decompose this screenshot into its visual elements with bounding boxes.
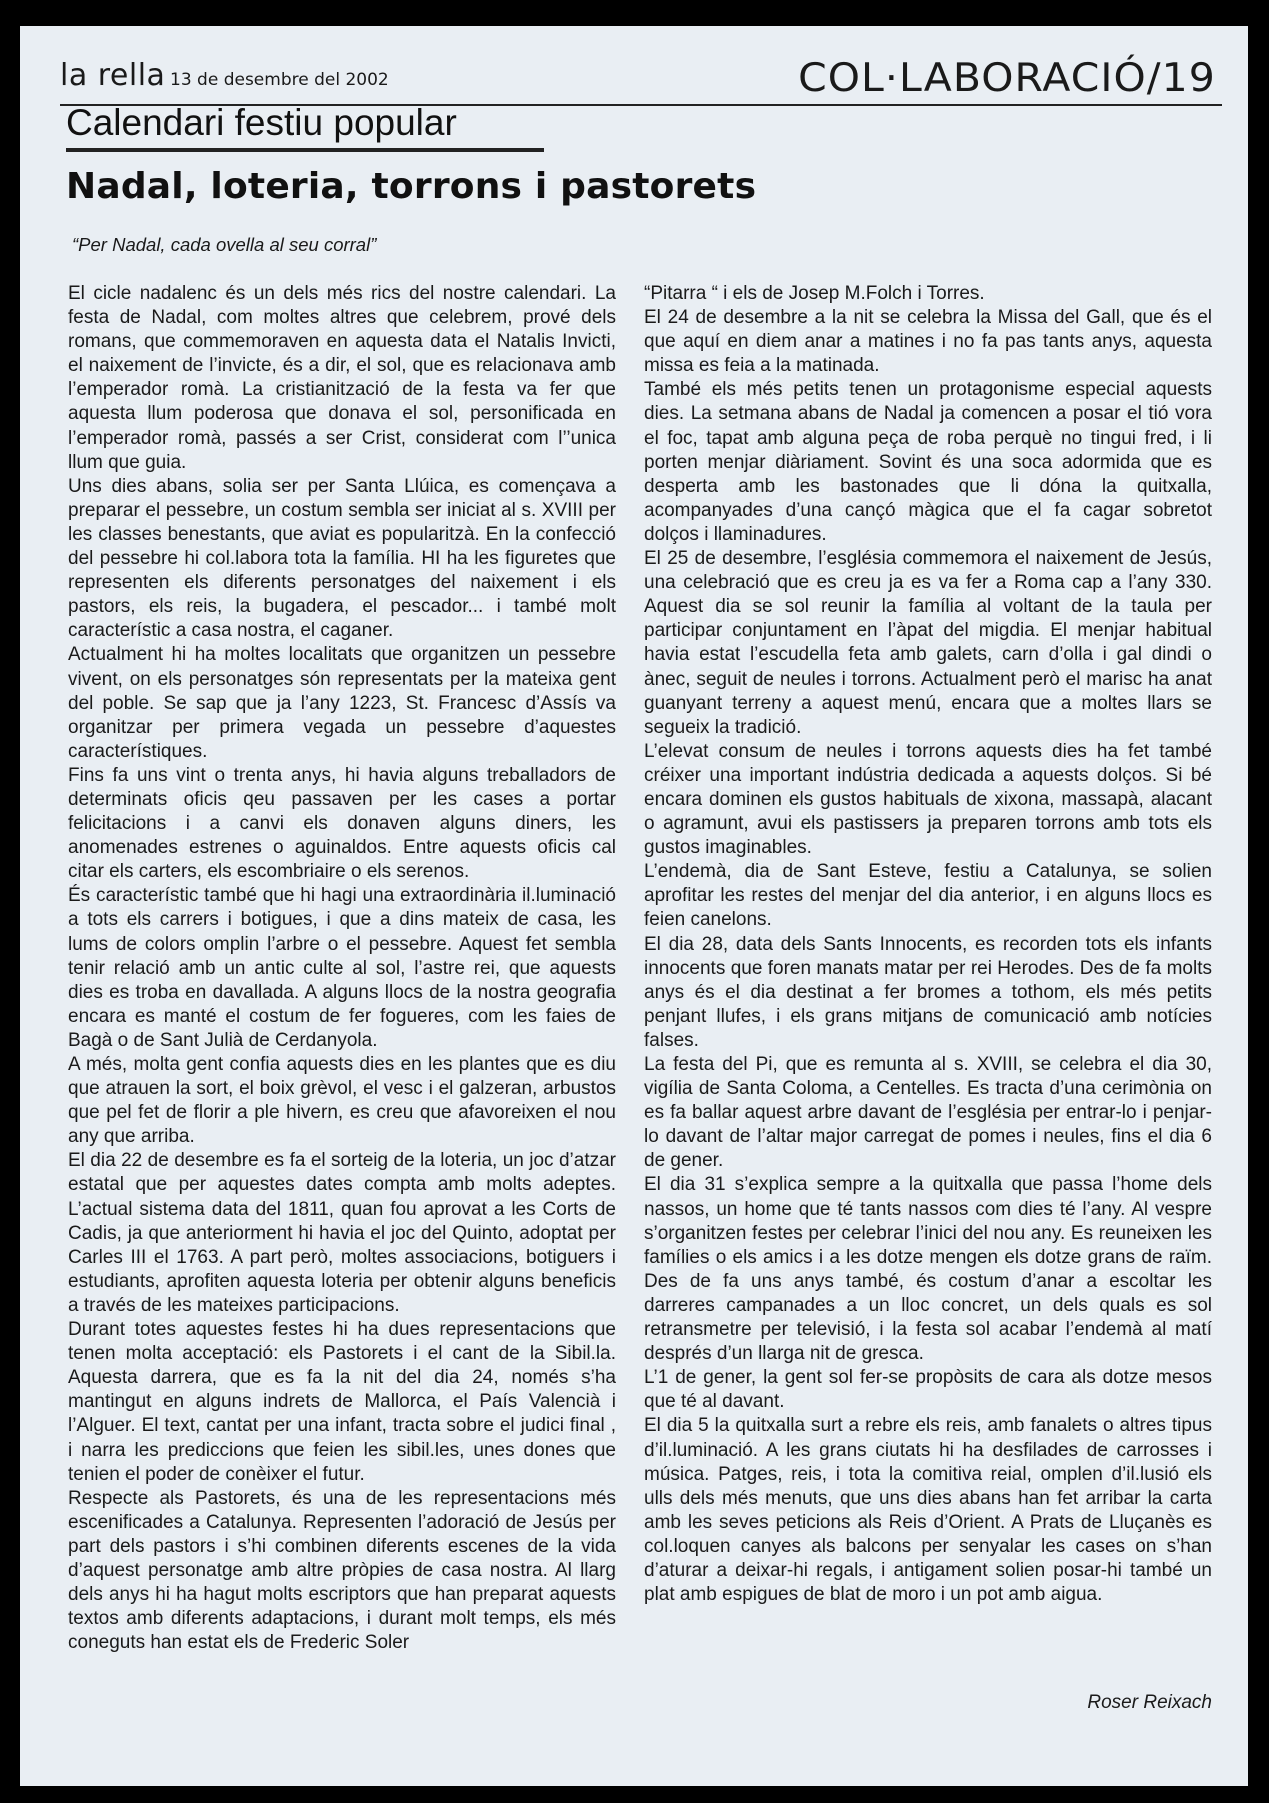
paragraph: Respecte als Pastorets, és una de les representacions més escenificades a Catalunya. Representen l’adoració de Jesús per part dels pastors i s’hi combinen diferents escenes de la vida d’aquest personatge amb altre pròpies de casa nostra. Al llarg dels anys hi ha hagut molts escriptors que han preparat aquests textos amb diferents adaptacions, i durant molt temps, els més coneguts han estat els de Frederic Soler (68, 1487, 616, 1654)
paragraph: El 24 de desembre a la nit se celebra la Missa del Gall, que és el que aquí en diem anar a matines i no fa pas tants anys, aquesta missa es feia a la matinada. (644, 307, 1212, 377)
paragraph: El dia 31 s’explica sempre a la quitxalla que passa l’home dels nassos, un home que té tants nassos com dies té l’any. Al vespre s’organitzen festes per celebrar l’inici del nou any. Es reuneixen les famílies o els amics i a les dotze mengen els dotze grans de raïm. Des de fa uns anys també, és costum d’anar a escoltar les darreres campanades a un lloc concret, un dels quals es sol retransmetre per televisió, i la festa sol acabar l’endemà al matí després d’un llarga nit de gresca. (644, 1174, 1212, 1365)
paragraph: És característic també que hi hagi una extraordinària il.luminació a tots els carrers i botigues, i que a dins mateix de casa, les lums de colors omplin l’arbre o el pessebre. Aquest fet sembla tenir relació amb un antic culte al sol, l’astre rei, que aquests dies es troba en davallada. A alguns llocs de la nostra geografia encara es manté el costum de fer fogueres, com les faies de Bagà o de Sant Julià de Cerdanyola. (68, 885, 616, 1051)
paragraph: Actualment hi ha moltes localitats que organitzen un pessebre vivent, on els personatges són representats per la mateixa gent del poble. Se sap que ja l’any 1223, St. Francesc d’Assís va organitzar per primera vegada un pessebre d’aquestes característiques. (68, 644, 616, 762)
publication-name: la rella (60, 58, 166, 93)
article-headline: Nadal, loteria, torrons i pastorets (66, 166, 757, 207)
paragraph: Uns dies abans, solia ser per Santa Llúica, es començava a preparar el pessebre, un costum sembla ser iniciat al s. XVIII per les classes benestants, que aviat es popularitzà. En la confecció del pessebre hi col.labora tota la família. HI ha les figuretes que representen els diferents personatges del naixement i els pastors, els reis, la bugadera, el pescador... i també molt característic a casa nostra, el caganer. (68, 475, 616, 642)
left-column (68, 282, 616, 1655)
paragraph: Durant totes aquestes festes hi ha dues representacions que tenen molta acceptació: els Pastorets i el cant de la Sibil.la. Aquesta darrera, que es fa la nit del dia 24, només s’ha mantingut en alguns indrets de Mallorca, el País Valencià i l’Alguer. El text, cantat per una infant, tracta sobre el judici final , i narra les prediccions que feien les sibil.les, unes dones que tenien el poder de conèixer el futur. (68, 1319, 616, 1485)
author-signature: Roser Reixach (1087, 1692, 1212, 1713)
section-page-number: COL·LABORACIÓ/19 (798, 56, 1216, 101)
paragraph: L’1 de gener, la gent sol fer-se propòsits de cara als dotze mesos que té al davant. (644, 1367, 1212, 1413)
paragraph: El 25 de desembre, l’església commemora el naixement de Jesús, una celebració que es creu ja es va fer a Roma cap a l’any 330. Aquest dia se sol reunir la família al voltant de la taula per participar conjuntament en l’àpat del migdia. El menjar habitual havia estat l’escudella feta amb galets, carn d’olla i gal dindi o ànec, seguit de neules i torrons. Actualment però el marisc ha anat guanyant terreny a aquest menú, encara que a moltes llars se segueix la tradició. (644, 548, 1212, 738)
paragraph: El cicle nadalenc és un dels més rics del nostre calendari. La festa de Nadal, com moltes altres que celebrem, prové dels romans, que commemoraven en aquesta data el Natalis Invicti, el naixement de l’invicte, és a dir, el sol, que es relacionava amb l’emperador romà. La cristianització de la festa va fer que aquesta llum poderosa que donava el sol, personificada en l’emperador romà, passés a ser Crist, considerat com l’’unica llum que guia. (68, 283, 616, 473)
right-column (644, 282, 1212, 1607)
paragraph: El dia 5 la quitxalla surt a rebre els reis, amb fanalets o altres tipus d’il.luminació. A les grans ciutats hi ha desfilades de carrosses i música. Patges, reis, i tota la comitiva reial, omplen d’il.lusió els ulls dels més menuts, que uns dies abans han fet arribar la carta amb les seves peticions als Reis d’Orient. A Prats de Lluçanès es col.loquen canyes als balcons per senyalar les cases on s’han d’aturar a deixar-hi regals, i antigament solien posar-hi també un plat amb espigues de blat de moro i un pot amb aigua. (644, 1415, 1212, 1606)
paragraph: “Pitarra “ i els de Josep M.Folch i Torres. (644, 283, 985, 304)
paragraph: L’endemà, dia de Sant Esteve, festiu a Catalunya, se solien aprofitar les restes del menjar del dia anterior, i en alguns llocs es feien canelons. (644, 861, 1212, 931)
paragraph: També els més petits tenen un protagonisme especial aquests dies. La setmana abans de Nadal ja comencen a posar el tió vora el foc, tapat amb alguna peça de roba perquè no tingui fred, i li porten menjar diàriament. Sovint és una soca adormida que es desperta amb les bastonades que li dóna la quitxalla, acompanyades d’una cançó màgica que el fa cagar sobretot dolços i llaminadures. (644, 379, 1212, 545)
paragraph: L’elevat consum de neules i torrons aquests dies ha fet també créixer una important indústria dedicada a aquests dolços. Si bé encara dominen els gustos habituals de xixona, massapà, alacant o agramunt, avui els pastissers ja preparen torrons amb tots els gustos imaginables. (644, 740, 1212, 859)
masthead (60, 56, 1220, 102)
article-quote: “Per Nadal, cada ovella al seu corral” (72, 234, 377, 255)
paragraph: El dia 22 de desembre es fa el sorteig de la loteria, un joc d’atzar estatal que per aquestes dates compta amb molts adeptes. L’actual sistema data del 1811, quan fou aprovat a les Corts de Cadis, ja que anteriorment hi havia el joc del Quinto, adoptat per Carles III el 1763. A part però, moltes associacions, botiguers i estudiants, aprofiten aquesta loteria per obtenir alguns beneficis a través de les mateixes participacions. (68, 1150, 616, 1316)
paragraph: Fins fa uns vint o trenta anys, hi havia alguns treballadors de determinats oficis qeu passaven per les cases a portar felicitacions i a canvi els donaven alguns diners, les anomenades estrenes o aguinaldos. Entre aquests oficis cal citar els carters, els escombriaire o els serenos. (68, 764, 616, 883)
article-kicker: Calendari festiu popular (66, 102, 457, 143)
paragraph: El dia 28, data dels Sants Innocents, es recorden tots els infants innocents que foren manats matar per rei Herodes. Des de fa molts anys és el dia destinat a fer bromes a tothom, els més petits penjant llufes, i els grans mitjans de comunicació amb notícies falses. (644, 933, 1212, 1051)
paragraph: A més, molta gent confia aquests dies en les plantes que es diu que atrauen la sort, el boix grèvol, el vesc i el galzeran, arbustos que pel fet de florir a ple hivern, es creu que afavoreixen el nou any que arriba. (68, 1054, 616, 1148)
kicker-underline (66, 148, 544, 152)
paragraph: La festa del Pi, que es remunta al s. XVIII, se celebra el dia 30, vigília de Santa Coloma, a Centelles. Es tracta d’una cerimònia on es fa ballar aquest arbre davant de l’església per entrar-lo i penjar-lo davant de l’altar major carregat de pomes i neules, fins el dia 6 de gener. (644, 1054, 1212, 1172)
newspaper-page (20, 26, 1248, 1786)
issue-date: 13 de desembre del 2002 (170, 70, 389, 90)
